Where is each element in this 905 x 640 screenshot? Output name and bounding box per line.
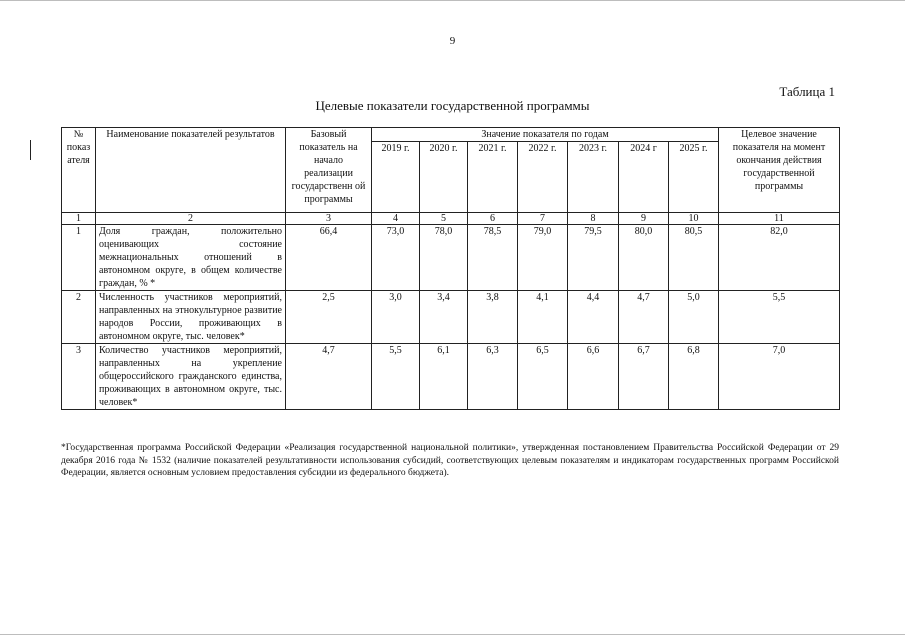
row-target: 82,0 [719,225,840,291]
column-index: 3 [286,213,372,225]
row-value: 79,5 [568,225,619,291]
column-index: 10 [669,213,719,225]
scan-edge-bottom [0,634,905,635]
row-value: 78,5 [468,225,518,291]
header-year: 2020 г. [420,142,468,213]
row-value: 80,0 [619,225,669,291]
row-value: 5,0 [669,291,719,344]
header-year: 2025 г. [669,142,719,213]
row-value: 73,0 [372,225,420,291]
column-index: 4 [372,213,420,225]
column-index: 2 [96,213,286,225]
header-target: Целевое значение показателя на момент окончания действия государственной программы [719,128,840,213]
table-label: Таблица 1 [779,84,835,99]
row-value: 6,5 [518,344,568,410]
column-index: 1 [62,213,96,225]
row-value: 3,8 [468,291,518,344]
row-value: 79,0 [518,225,568,291]
table-row [62,344,840,410]
row-value: 6,6 [568,344,619,410]
row-value: 4,7 [619,291,669,344]
header-values-group: Значение показателя по годам [372,128,719,142]
row-value: 3,4 [420,291,468,344]
header-num: № показ ателя [62,128,96,213]
row-num: 1 [62,225,96,291]
row-target: 7,0 [719,344,840,410]
row-value: 6,7 [619,344,669,410]
footnote: *Государственная программа Российской Федерации «Реализация государственной национальной политики», утвержденная постановлением Правительства Российской Федерации от 29 декабря 2016 года № 1532 (наличие показателей результативности использования субсидий, соответствующих целевым показателям и индикаторам государственных программ Российской Федерации, является основным условием предоставления субсидии из федерального бюджета). [61,443,839,478]
column-index: 9 [619,213,669,225]
row-value: 3,0 [372,291,420,344]
column-index: 6 [468,213,518,225]
page-number: 9 [449,35,456,47]
header-base: Базовый показатель на начало реализации государственн ой программы [286,128,372,213]
row-base: 66,4 [286,225,372,291]
row-name: Количество участников мероприятий, направленных на укрепление общероссийского гражданского единства, проживающих в автономном округе, тыс. человек* [96,344,286,410]
header-row [62,128,840,142]
indicators-table [61,127,840,410]
column-index: 8 [568,213,619,225]
table-row [62,225,840,291]
margin-mark [30,140,31,160]
header-year: 2023 г. [568,142,619,213]
row-target: 5,5 [719,291,840,344]
scan-edge-top [0,0,905,1]
row-name: Численность участников мероприятий, направленных на этнокультурное развитие народов России, проживающих в автономном округе, тыс. человек* [96,291,286,344]
column-index: 11 [719,213,840,225]
row-value: 6,1 [420,344,468,410]
header-year: 2024 г [619,142,669,213]
column-index: 7 [518,213,568,225]
table-row [62,291,840,344]
header-year: 2019 г. [372,142,420,213]
row-num: 3 [62,344,96,410]
document-title: Целевые показатели государственной программы [315,98,590,113]
row-base: 4,7 [286,344,372,410]
column-index-row [62,213,840,225]
row-base: 2,5 [286,291,372,344]
row-value: 6,3 [468,344,518,410]
row-value: 5,5 [372,344,420,410]
header-year: 2021 г. [468,142,518,213]
row-value: 6,8 [669,344,719,410]
row-value: 4,4 [568,291,619,344]
row-value: 80,5 [669,225,719,291]
header-name: Наименование показателей результатов [96,128,286,213]
column-index: 5 [420,213,468,225]
row-num: 2 [62,291,96,344]
row-name: Доля граждан, положительно оценивающих состояние межнациональных отношений в автономном округе, в общем количестве граждан, % * [96,225,286,291]
row-value: 78,0 [420,225,468,291]
row-value: 4,1 [518,291,568,344]
header-year: 2022 г. [518,142,568,213]
